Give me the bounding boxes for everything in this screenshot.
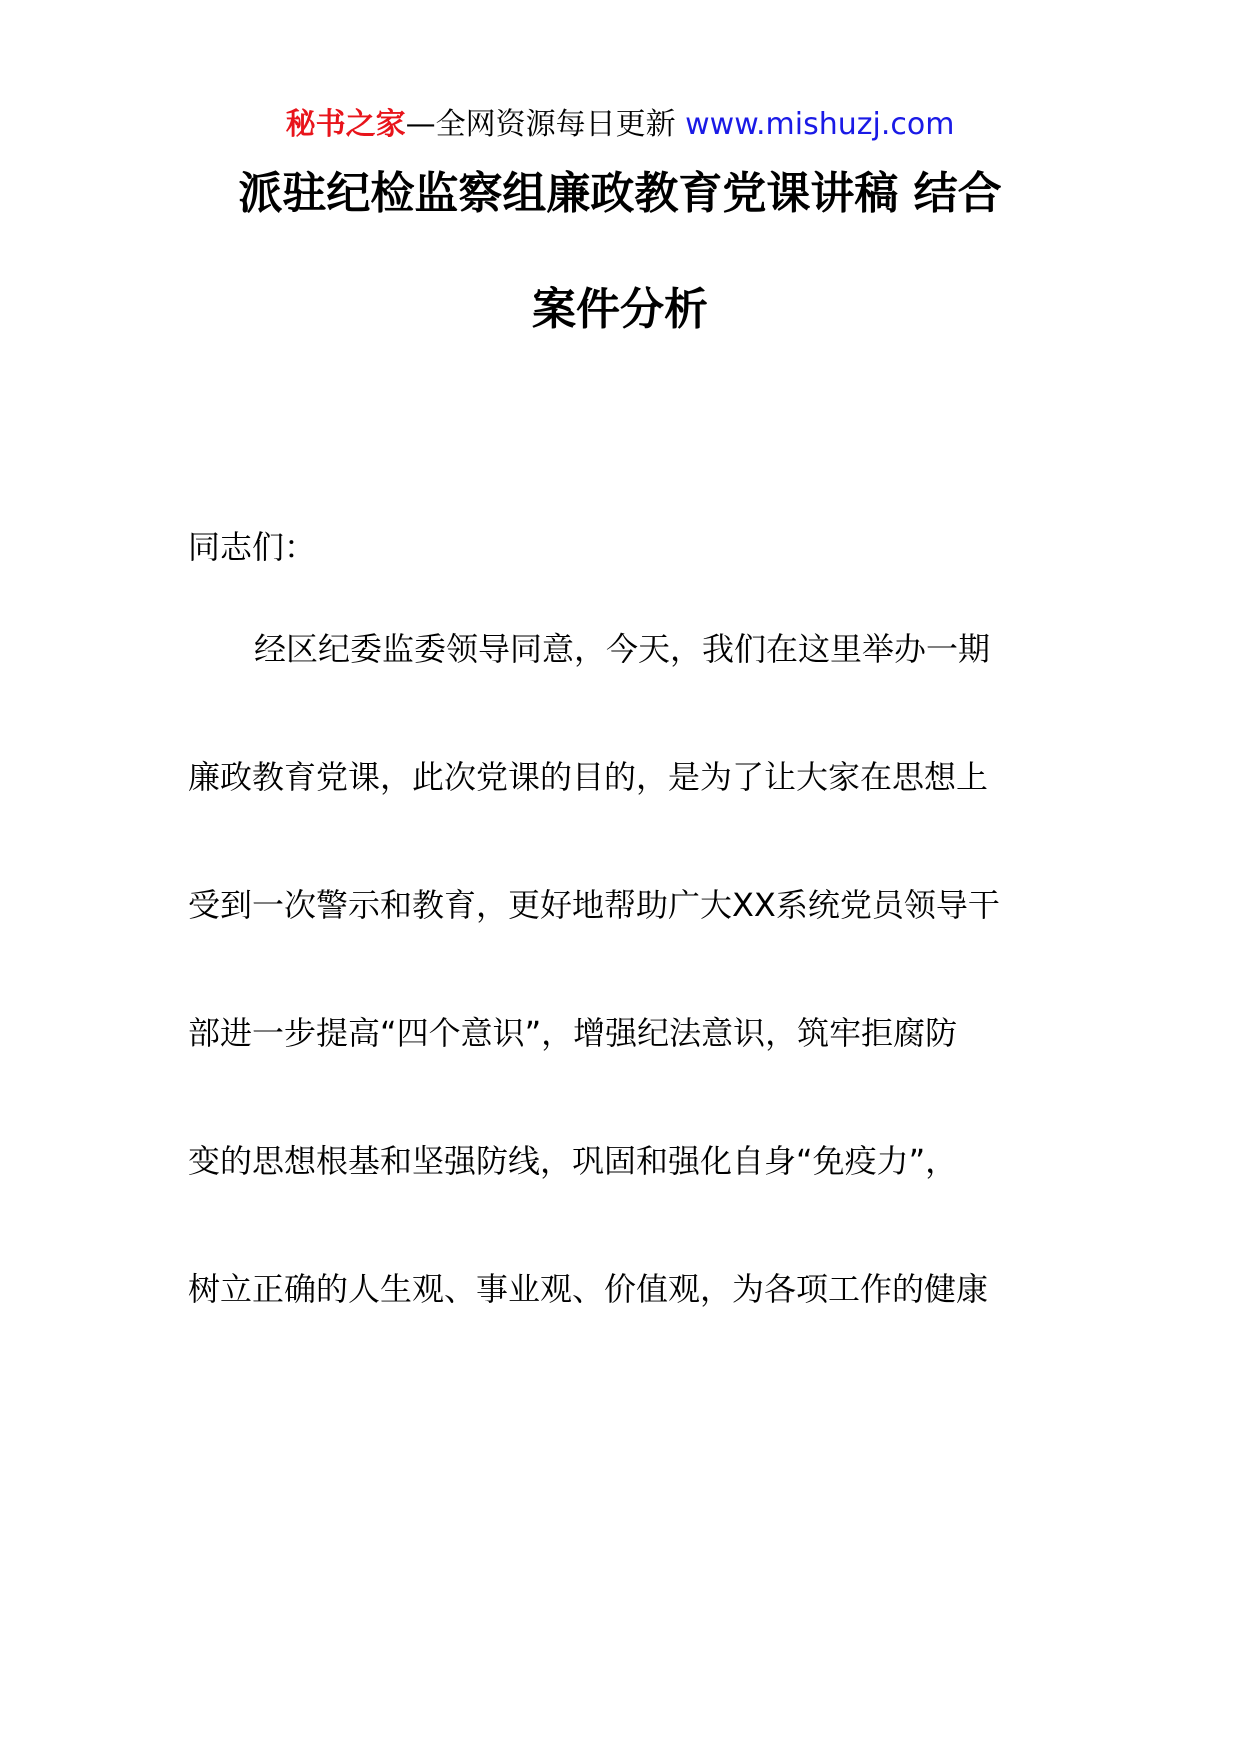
document-title-line-2: 案件分析 xyxy=(532,284,708,335)
site-header xyxy=(0,100,1240,150)
salutation: 同志们： xyxy=(188,528,317,566)
site-url-link[interactable]: www.mishuzj.com xyxy=(685,107,955,142)
paragraph-line-6: 树立正确的人生观、事业观、价值观，为各项工作的健康 xyxy=(188,1270,989,1308)
site-name: 秘书之家 xyxy=(285,107,406,142)
document-title-line-1: 派驻纪检监察组廉政教育党课讲稿 结合 xyxy=(238,168,1002,219)
paragraph-line-2: 廉政教育党课，此次党课的目的，是为了让大家在思想上 xyxy=(188,758,989,796)
paragraph-line-4: 部进一步提高“四个意识”，增强纪法意识，筑牢拒腐防 xyxy=(188,1014,958,1052)
paragraph-line-3: 受到一次警示和教育，更好地帮助广大XX系统党员领导干 xyxy=(188,886,1000,924)
paragraph-line-1: 经区纪委监委领导同意，今天，我们在这里举办一期 xyxy=(254,630,991,668)
site-slogan: —全网资源每日更新 xyxy=(405,107,676,142)
paragraph-line-5: 变的思想根基和坚强防线，巩固和强化自身“免疫力”， xyxy=(188,1142,958,1180)
